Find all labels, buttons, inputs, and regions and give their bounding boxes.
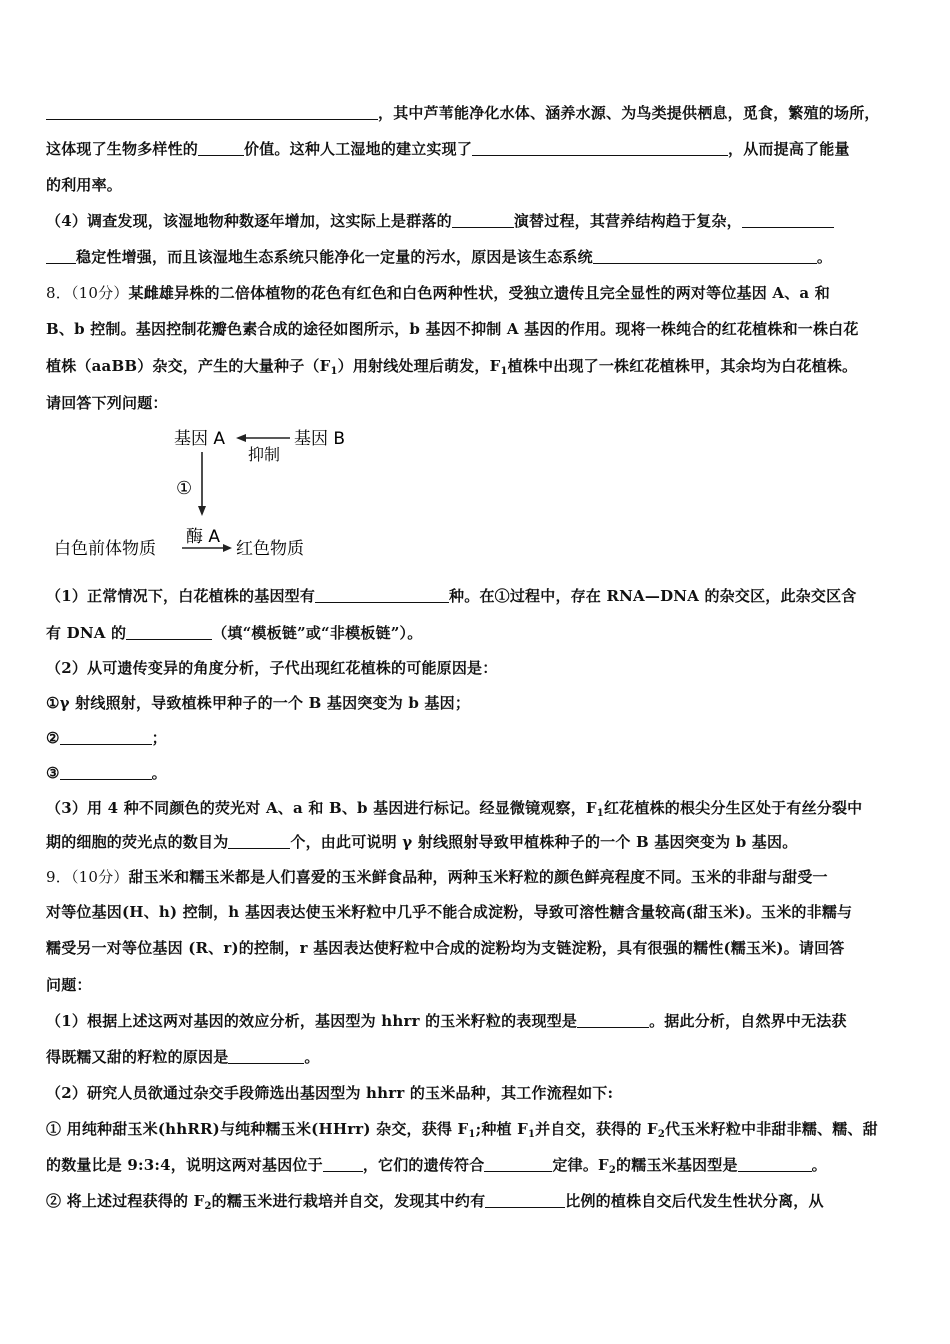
- text-line: 糯受另一对等位基因 (R、r)的控制，r 基因表达使籽粒中合成的淀粉均为支链淀粉，具有很强的糯性(糯玉米)。请回答: [46, 939, 845, 957]
- answer-blank[interactable]: [228, 1048, 304, 1064]
- answer-blank[interactable]: [484, 1156, 552, 1172]
- answer-blank[interactable]: [228, 833, 290, 849]
- question-8-header: 8．（10分）某雌雄异株的二倍体植物的花色有红色和白色两种性状，受独立遗传且完全显性的两对等位基因 A、a 和: [46, 284, 830, 302]
- pathway-diagram: [46, 424, 366, 564]
- step-one-label: ①: [176, 478, 193, 499]
- text-line: ①γ 射线照射，导致植株甲种子的一个 B 基因突变为 b 基因；: [46, 694, 471, 712]
- answer-blank[interactable]: [315, 587, 449, 603]
- text-line: 稳定性增强，而且该湿地生态系统只能净化一定量的污水，原因是该生态系统 。: [46, 246, 832, 268]
- answer-blank[interactable]: [46, 248, 76, 264]
- answer-blank[interactable]: [126, 624, 212, 640]
- answer-blank[interactable]: [323, 1156, 363, 1172]
- inhibit-arrowhead: [236, 434, 246, 442]
- answer-blank[interactable]: [472, 140, 728, 156]
- text-line: 问题：: [46, 976, 92, 994]
- answer-blank[interactable]: [593, 248, 817, 264]
- text-line: 对等位基因(H、h) 控制，h 基因表达使玉米籽粒中几乎不能合成淀粉，导致可溶性糖含量较高(甜玉米)。玉米的非糯与: [46, 903, 853, 921]
- question-number: 9．（10分）: [46, 868, 129, 886]
- text-line: （2）研究人员欲通过杂交手段筛选出基因型为 hhrr 的玉米品种，其工作流程如下:: [46, 1084, 614, 1102]
- answer-blank[interactable]: [485, 1192, 565, 1208]
- text-line: ③ 。: [46, 764, 167, 782]
- text-line: ① 用纯种甜玉米(hhRR)与纯种糯玉米(HHrr) 杂交，获得 $F_1$;种植 $F_1$并自交，获得的 $F_2$代玉米籽粒中非甜非糯、糯、甜: [46, 1120, 878, 1140]
- text-line: B、b 控制。基因控制花瓣色素合成的途径如图所示，b 基因不抑制 A 基因的作用。现将一株纯合的红花植株和一株白花: [46, 320, 859, 338]
- text-line: 的数量比是 9:3:4，说明这两对基因位于 ，它们的遗传符合 定律。$F_2$的糯玉米基因型是 。: [46, 1156, 827, 1176]
- answer-blank[interactable]: [60, 729, 152, 745]
- text-line: （1）正常情况下，白花植株的基因型有 种。在①过程中，存在 RNA—DNA 的杂交区，此杂交区含: [46, 587, 857, 605]
- question-9-header: 9．（10分）甜玉米和糯玉米都是人们喜爱的玉米鲜食品种，两种玉米籽粒的颜色鲜亮程度不同。玉米的非甜与甜受一: [46, 868, 828, 886]
- answer-blank[interactable]: [60, 764, 152, 780]
- precursor-label: 白色前体物质: [54, 539, 156, 559]
- text-line: 有 DNA 的 （填“模板链”或“非模板链”）。: [46, 624, 423, 642]
- answer-blank[interactable]: [742, 212, 834, 228]
- text-line: （4）调查发现，该湿地物种数逐年增加，这实际上是群落的 演替过程，其营养结构趋于复杂，: [46, 210, 834, 232]
- text-line: （1）根据上述这两对基因的效应分析，基因型为 hhrr 的玉米籽粒的表现型是 。据此分析，自然界中无法获: [46, 1012, 847, 1030]
- text-line: 这体现了生物多样性的 价值。这种人工湿地的建立实现了 ，从而提高了能量: [46, 140, 850, 158]
- text-line: ② ；: [46, 729, 167, 747]
- inhibit-label: 抑制: [248, 445, 281, 464]
- gene-b-label: 基因 B: [294, 429, 346, 449]
- text-line: 请回答下列问题：: [46, 394, 168, 412]
- enzyme-label: 酶 A: [186, 527, 221, 547]
- text-line: 的利用率。: [46, 176, 123, 194]
- answer-blank[interactable]: [452, 212, 514, 228]
- text-line: （2）从可遗传变异的角度分析，子代出现红花植株的可能原因是：: [46, 659, 498, 677]
- synthesis-arrowhead: [198, 506, 206, 516]
- answer-blank[interactable]: [577, 1012, 649, 1028]
- gene-a-label: 基因 A: [174, 429, 226, 449]
- product-label: 红色物质: [236, 539, 304, 559]
- reaction-arrowhead: [223, 544, 232, 552]
- text-line: ② 将上述过程获得的 $F_2$的糯玉米进行栽培并自交，发现其中约有 比例的植株自交后代发生性状分离，从: [46, 1192, 824, 1212]
- text-line: 得既糯又甜的籽粒的原因是 。: [46, 1048, 320, 1066]
- text-line: ，其中芦苇能净化水体、涵养水源、为鸟类提供栖息，觅食，繁殖的场所，: [46, 102, 880, 124]
- text-line: （3）用 4 种不同颜色的荧光对 A、a 和 B、b 基因进行标记。经显微镜观察，$F_1$红花植株的根尖分生区处于有丝分裂中: [46, 799, 863, 819]
- text-line: 植株（aaBB）杂交，产生的大量种子$(F_1)$用射线处理后萌发，$F_1$植株中出现了一株红花植株甲，其余均为白花植株。: [46, 357, 858, 377]
- answer-blank[interactable]: [198, 140, 244, 156]
- answer-blank[interactable]: [738, 1156, 812, 1172]
- answer-blank[interactable]: [46, 104, 378, 120]
- question-number: 8．（10分）: [46, 284, 129, 302]
- text-line: 期的细胞的荧光点的数目为 个，由此可说明 γ 射线照射导致甲植株种子的一个 B 基因突变为 b 基因。: [46, 833, 798, 851]
